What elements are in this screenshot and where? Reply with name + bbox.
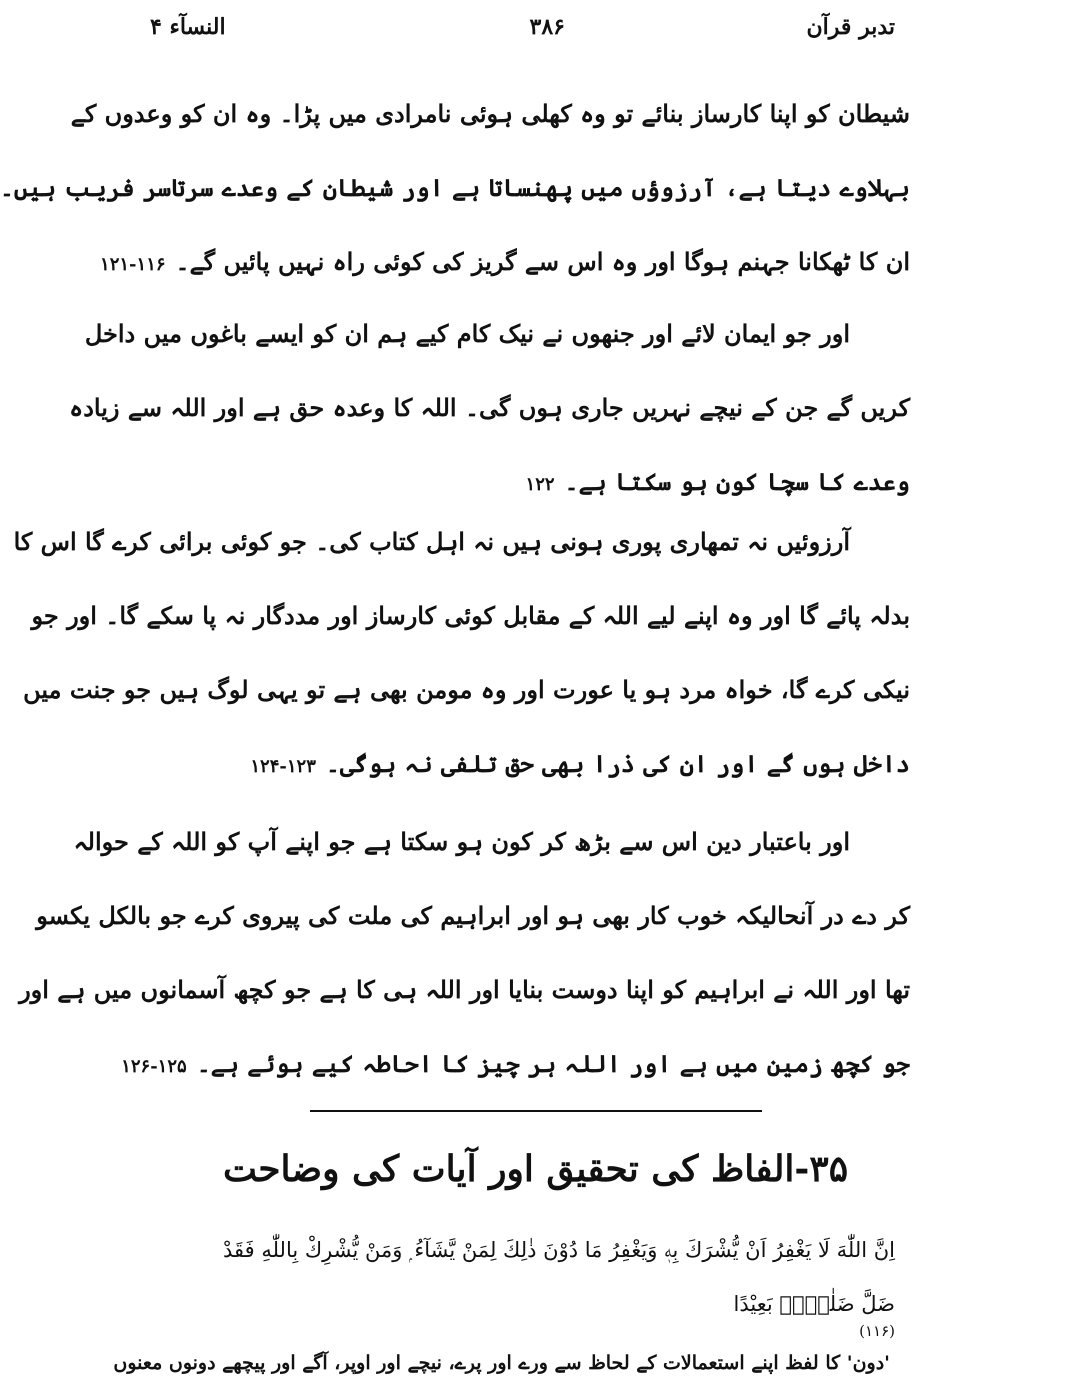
- paragraph-line: شیطان کو اپنا کارساز بنائے تو وہ کھلی ہوئی نامرادی میں پڑا۔ وہ ان کو وعدوں کے: [70, 99, 910, 128]
- paragraph-line: آرزوئیں نہ تمھاری پوری ہونی ہیں نہ اہل کتاب کی۔ جو کوئی برائی کرے گا اس کا: [13, 527, 850, 556]
- verse-reference: ۱۲۳-۱۲۴: [250, 756, 316, 777]
- paragraph-line: وعدے کا سچا کون ہو سکتا ہے۔: [564, 467, 910, 496]
- paragraph-line: کر دے در آنحالیکہ خوب کار بھی ہو اور ابراہیم کی ملت کی پیروی کرے جو بالکل یکسو: [36, 901, 910, 930]
- section-divider: [310, 1110, 762, 1112]
- section-title: ۳۵-الفاظ کی تحقیق اور آیات کی وضاحت: [222, 1148, 849, 1190]
- book-title: تدبر قرآن: [806, 14, 895, 40]
- paragraph-line: نیکی کرے گا، خواہ مرد ہو یا عورت اور وہ مومن بھی ہے تو یہی لوگ ہیں جو جنت میں: [23, 675, 910, 704]
- paragraph-line: جو کچھ زمین میں ہے اور اللہ ہر چیز کا احاطہ کیے ہوئے ہے۔: [196, 1049, 910, 1078]
- paragraph-line: داخل ہوں گے اور ان کی ذرا بھی حق تلفی نہ ہوگی۔: [325, 749, 910, 778]
- verse-reference: ۱۲۵-۱۲۶: [121, 1056, 187, 1077]
- paragraph-line: اور باعتبار دین اس سے بڑھ کر کون ہو سکتا ہے جو اپنے آپ کو اللہ کے حوالہ: [73, 827, 850, 856]
- arabic-verse-line-1: اِنَّ اللّٰهَ لَا يَغْفِرُ اَنْ يُّشْرَكَ بِهٖ وَيَغْفِرُ مَا دُوْنَ ذٰلِكَ لِمَنْ يَّشَآءُ ۭ وَمَنْ يُّشْرِكْ بِاللّٰهِ فَقَدْ: [222, 1238, 895, 1262]
- paragraph-line: ان کا ٹھکانا جہنم ہوگا اور وہ اس سے گریز کی کوئی راہ نہیں پائیں گے۔: [175, 247, 910, 276]
- paragraph-last-line: [525, 467, 910, 496]
- arabic-verse-ref-row: [150, 1322, 895, 1340]
- verse-reference: ۱۱۶-۱۲۱: [100, 254, 166, 275]
- page-number: ۳۸۶: [529, 14, 565, 40]
- paragraph-last-line: [121, 1049, 910, 1078]
- verse-reference: ۱۲۲: [525, 474, 555, 495]
- page-header: [150, 14, 895, 54]
- paragraph-last-line: [100, 247, 910, 276]
- paragraph-line: تھا اور اللہ نے ابراہیم کو اپنا دوست بنایا اور اللہ ہی کا ہے جو کچھ آسمانوں میں ہے اور: [19, 975, 910, 1004]
- surah-name: النسآء ۴: [150, 14, 226, 40]
- arabic-verse-line-2: [150, 1292, 895, 1316]
- paragraph-line: بہلاوے دیتا ہے، آرزوؤں میں پھنساتا ہے اور شیطان کے وعدے سرتاسر فریب ہیں۔: [0, 173, 910, 202]
- paragraph-line: اور جو ایمان لائے اور جنھوں نے نیک کام کیے ہم ان کو ایسے باغوں میں داخل: [84, 319, 850, 348]
- paragraph-line: بدلہ پائے گا اور وہ اپنے لیے اللہ کے مقابل کوئی کارساز اور مددگار نہ پا سکے گا۔ اور جو: [31, 601, 910, 630]
- paragraph-last-line: [250, 749, 910, 778]
- verse-reference: (۱۱۶): [859, 1322, 895, 1340]
- commentary-note: 'دون' کا لفظ اپنے استعمالات کے لحاظ سے ورے اور پرے، نیچے اور اوپر، آگے اور پیچھے دونوں معنوں: [113, 1352, 890, 1374]
- arabic-verse-text: ضَلَّ ضَلٰلًاۢ بَعِيْدًا: [733, 1292, 895, 1316]
- paragraph-line: کریں گے جن کے نیچے نہریں جاری ہوں گی۔ اللہ کا وعدہ حق ہے اور اللہ سے زیادہ: [69, 393, 910, 422]
